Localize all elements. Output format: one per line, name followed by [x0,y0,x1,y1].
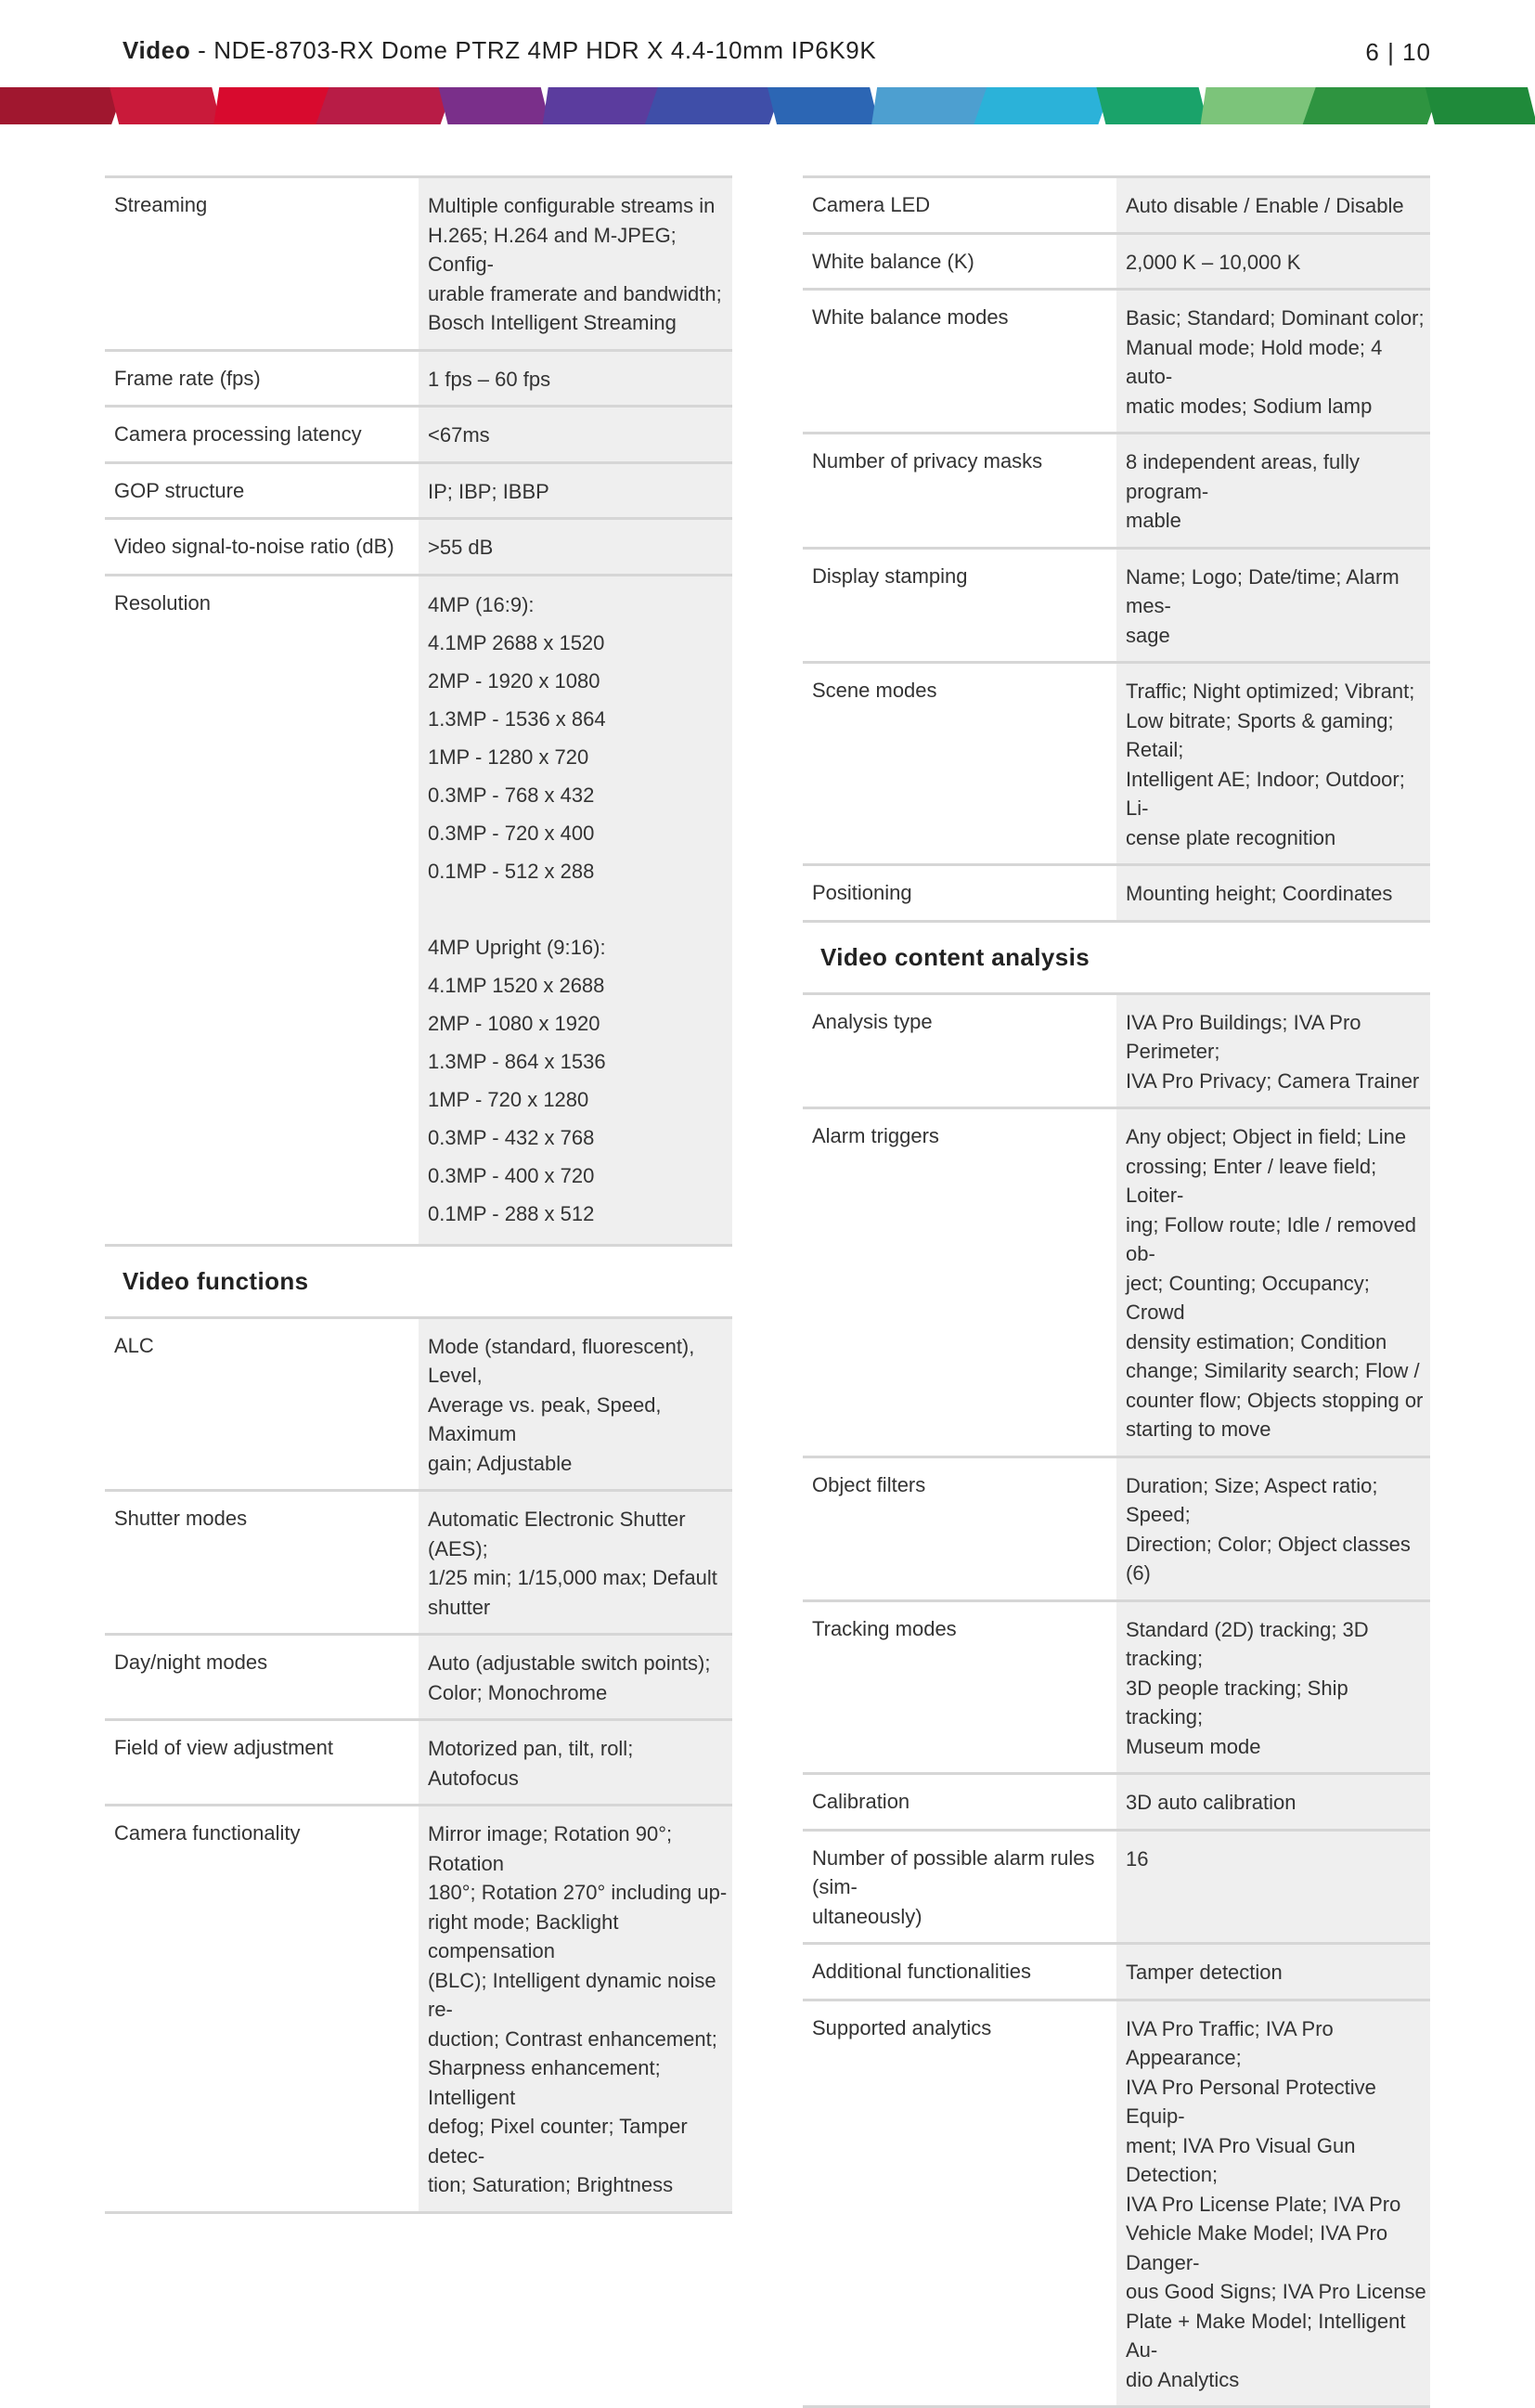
label-line: Analysis type [812,1007,1109,1037]
row-label [803,1602,1116,1773]
value-line: density estimation; Condition [1126,1327,1426,1357]
value-line: 8 independent areas, fully program- [1126,447,1426,506]
row-value [419,1721,732,1804]
value-line: Tamper detection [1126,1958,1426,1987]
header-section: Video [123,36,190,64]
band-segment [1303,87,1440,124]
row-value [1116,664,1430,863]
value-line: matic modes; Sodium lamp [1126,392,1426,421]
res-line: 0.3MP - 768 x 432 [428,776,729,814]
res-line: 2MP - 1080 x 1920 [428,1004,729,1042]
row-label: Day/night modes [105,1636,419,1718]
value-line: duction; Contrast enhancement; [428,2025,729,2054]
video-functions-table [105,1319,732,2214]
band-segment [0,87,124,124]
spec-row [803,434,1430,550]
row-value [1116,1832,1430,1943]
vca-table [803,995,1430,2408]
color-band-graphic [0,87,1535,124]
value-line: IVA Pro Privacy; Camera Trainer [1126,1067,1426,1096]
value-line: Any object; Object in field; Line [1126,1122,1426,1152]
label-line: Additional functionalities [812,1957,1109,1987]
res-line: 4MP (16:9): [428,586,729,624]
row-label: GOP structure [105,464,419,518]
value-line: Standard (2D) tracking; 3D tracking; [1126,1615,1426,1674]
value-line: Color; Monochrome [428,1678,729,1708]
spec-row [105,520,732,576]
value-line: Plate + Make Model; Intelligent Au- [1126,2307,1426,2365]
value-line: dio Analytics [1126,2365,1426,2395]
value-line: cense plate recognition [1126,823,1426,853]
spec-row [105,352,732,408]
spec-row [803,1775,1430,1832]
row-label [803,1458,1116,1599]
spec-row [803,291,1430,434]
res-line: 0.1MP - 512 x 288 [428,852,729,890]
value-line: >55 dB [428,533,729,563]
spec-row [803,995,1430,1110]
row-value [1116,434,1430,547]
row-label [803,995,1116,1107]
res-line: 4.1MP 1520 x 2688 [428,966,729,1004]
value-line: gain; Adjustable [428,1449,729,1479]
row-value [1116,1458,1430,1599]
value-line: Sharpness enhancement; Intelligent [428,2053,729,2112]
res-line: 4.1MP 2688 x 1520 [428,624,729,662]
row-value [419,1492,732,1633]
value-line: tion; Saturation; Brightness [428,2170,729,2200]
value-line: Bosch Intelligent Streaming [428,308,729,338]
value-line: Name; Logo; Date/time; Alarm mes- [1126,563,1426,621]
page-header [123,32,1431,69]
row-label: Camera functionality [105,1806,419,2211]
spec-row [105,408,732,464]
value-line: <67ms [428,421,729,450]
row-value [1116,550,1430,662]
spec-row [803,235,1430,291]
value-line: IVA Pro Personal Protective Equip- [1126,2073,1426,2131]
row-value [419,1806,732,2211]
res-line: 1.3MP - 1536 x 864 [428,700,729,738]
spec-row [803,866,1430,923]
res-line: 0.3MP - 720 x 400 [428,814,729,852]
spec-row [105,1636,732,1721]
row-value [1116,995,1430,1107]
page-number: 6 | 10 [1365,33,1431,71]
value-line: 180°; Rotation 270° including up- [428,1878,729,1908]
value-line: starting to move [1126,1415,1426,1444]
res-line: 4MP Upright (9:16): [428,928,729,966]
value-line: urable framerate and bandwidth; [428,279,729,309]
row-label: Camera LED [803,178,1116,232]
row-label: Positioning [803,866,1116,920]
value-line: sage [1126,621,1426,651]
value-line: Vehicle Make Model; IVA Pro Danger- [1126,2219,1426,2277]
row-value [1116,235,1430,289]
row-value [419,1319,732,1490]
spec-row [803,664,1430,866]
value-line: Automatic Electronic Shutter (AES); [428,1505,729,1563]
row-value [419,464,732,518]
res-line: 0.1MP - 288 x 512 [428,1195,729,1233]
value-line: (BLC); Intelligent dynamic noise re- [428,1966,729,2025]
value-line: Intelligent AE; Indoor; Outdoor; Li- [1126,765,1426,823]
value-line: H.265; H.264 and M-JPEG; Config- [428,221,729,279]
left-spec-table [105,175,732,576]
row-label: Field of view adjustment [105,1721,419,1804]
spec-row [803,550,1430,665]
value-line: 16 [1126,1845,1426,1874]
res-line: 1MP - 1280 x 720 [428,738,729,776]
row-label: Video signal-to-noise ratio (dB) [105,520,419,574]
value-line: Low bitrate; Sports & gaming; Retail; [1126,706,1426,765]
left-column [105,175,732,2214]
row-label: Frame rate (fps) [105,352,419,406]
res-line: 0.3MP - 400 x 720 [428,1157,729,1195]
row-label: White balance (K) [803,235,1116,289]
row-value [1116,866,1430,920]
right-spec-table [803,175,1430,923]
label-line: Tracking modes [812,1614,1109,1644]
value-line: right mode; Backlight compensation [428,1908,729,1966]
row-label: White balance modes [803,291,1116,432]
value-line: 1/25 min; 1/15,000 max; Default [428,1563,729,1593]
value-line: ous Good Signs; IVA Pro License [1126,2277,1426,2307]
row-value [1116,1602,1430,1773]
value-line: 3D auto calibration [1126,1788,1426,1818]
row-value [419,352,732,406]
value-line: Motorized pan, tilt, roll; Autofocus [428,1734,729,1793]
row-value [1116,291,1430,432]
spec-row [803,1945,1430,2001]
value-line: Auto (adjustable switch points); [428,1649,729,1678]
resolution-value [419,576,732,1244]
label-line: ultaneously) [812,1902,1109,1932]
row-label: Streaming [105,178,419,349]
spec-row [803,178,1430,235]
header-separator: - [190,36,213,64]
label-line: Supported analytics [812,2013,1109,2043]
value-line: change; Similarity search; Flow / [1126,1356,1426,1386]
value-line: ing; Follow route; Idle / removed ob- [1126,1210,1426,1269]
row-value [1116,2001,1430,2406]
value-line: IP; IBP; IBBP [428,477,729,507]
spec-row [803,2001,1430,2408]
row-label [803,1832,1116,1943]
row-label: Camera processing latency [105,408,419,461]
value-line: 1 fps – 60 fps [428,365,729,395]
res-line: 2MP - 1920 x 1080 [428,662,729,700]
value-line: Manual mode; Hold mode; 4 auto- [1126,333,1426,392]
vca-heading: Video content analysis [803,923,1430,995]
row-label [803,1109,1116,1456]
row-value [419,408,732,461]
color-band [0,87,1535,124]
value-line: 2,000 K – 10,000 K [1126,248,1426,278]
res-line: 0.3MP - 432 x 768 [428,1119,729,1157]
value-line: Traffic; Night optimized; Vibrant; [1126,677,1426,706]
value-line: mable [1126,506,1426,536]
row-label: Resolution [105,576,419,1244]
row-value [1116,1775,1430,1829]
spec-row [803,1602,1430,1776]
row-label [803,1945,1116,1999]
value-line: defog; Pixel counter; Tamper detec- [428,2112,729,2170]
band-segment [1425,87,1535,124]
band-segment [1096,87,1207,124]
right-column [803,175,1430,2408]
spec-row [105,1806,732,2214]
value-line: 3D people tracking; Ship tracking; [1126,1674,1426,1732]
row-label [803,2001,1116,2406]
row-label: ALC [105,1319,419,1490]
band-segment [645,87,782,124]
value-line: ject; Counting; Occupancy; Crowd [1126,1269,1426,1327]
value-line: counter flow; Objects stopping or [1126,1386,1426,1416]
value-line: shutter [428,1593,729,1623]
label-line: Object filters [812,1470,1109,1500]
band-segment [110,87,221,124]
spec-row [803,1832,1430,1946]
spec-row [105,464,732,521]
value-line: IVA Pro Traffic; IVA Pro Appearance; [1126,2014,1426,2073]
value-line: Mirror image; Rotation 90°; Rotation [428,1819,729,1878]
header-product: NDE-8703-RX Dome PTRZ 4MP HDR X 4.4-10mm IP6K9K [213,36,876,64]
band-segment [316,87,453,124]
value-line: Mode (standard, fluorescent), Level, [428,1332,729,1391]
row-value [419,178,732,349]
value-line: Direction; Color; Object classes (6) [1126,1530,1426,1588]
band-segment [974,87,1111,124]
spec-row [105,1721,732,1806]
band-segment [439,87,550,124]
value-line: Average vs. peak, Speed, Maximum [428,1391,729,1449]
value-line: crossing; Enter / leave field; Loiter- [1126,1152,1426,1210]
value-line: Auto disable / Enable / Disable [1126,191,1426,221]
row-value [1116,1945,1430,1999]
row-label: Display stamping [803,550,1116,662]
spec-row [105,1319,732,1493]
value-line: Multiple configurable streams in [428,191,729,221]
row-value [1116,1109,1430,1456]
value-line: Duration; Size; Aspect ratio; Speed; [1126,1471,1426,1530]
spec-row [105,178,732,352]
resolution-row [105,576,732,1247]
res-line: 1.3MP - 864 x 1536 [428,1042,729,1081]
label-line: Calibration [812,1787,1109,1817]
spec-row [105,1492,732,1636]
value-line: IVA Pro Buildings; IVA Pro Perimeter; [1126,1008,1426,1067]
value-line: ment; IVA Pro Visual Gun Detection; [1126,2131,1426,2190]
label-line: Alarm triggers [812,1121,1109,1151]
spec-row [803,1109,1430,1458]
value-line: Museum mode [1126,1732,1426,1762]
value-line: Basic; Standard; Dominant color; [1126,304,1426,333]
row-value [1116,178,1430,232]
row-value [419,520,732,574]
value-line: Mounting height; Coordinates [1126,879,1426,909]
band-segment [768,87,879,124]
spec-row [803,1458,1430,1602]
res-gap [428,890,729,928]
video-functions-heading: Video functions [105,1247,732,1319]
row-label: Shutter modes [105,1492,419,1633]
res-line: 1MP - 720 x 1280 [428,1081,729,1119]
value-line: IVA Pro License Plate; IVA Pro [1126,2190,1426,2220]
row-label: Scene modes [803,664,1116,863]
row-label: Number of privacy masks [803,434,1116,547]
label-line: Number of possible alarm rules (sim- [812,1844,1109,1902]
row-label [803,1775,1116,1829]
row-value [419,1636,732,1718]
